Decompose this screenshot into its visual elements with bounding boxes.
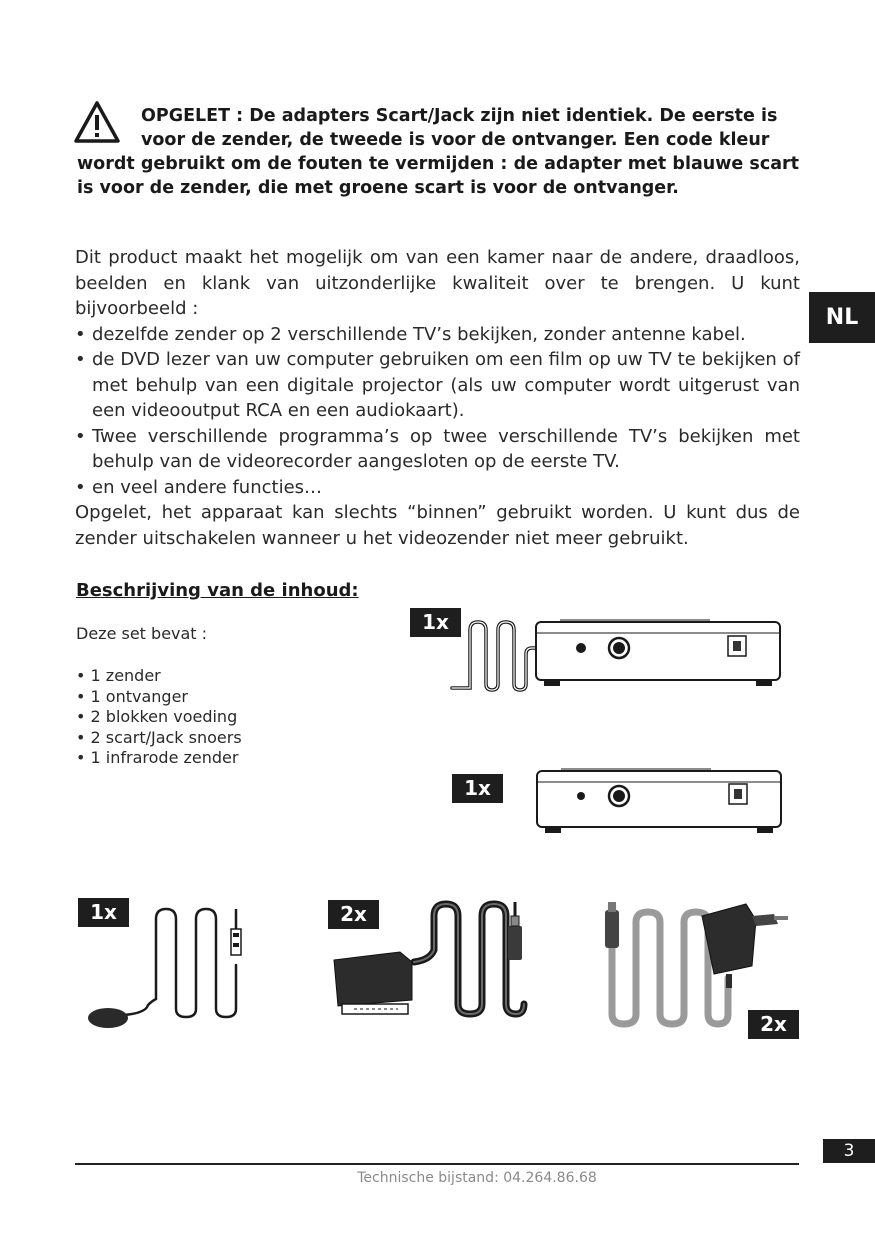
- transmitter-quantity-badge: 1x: [410, 608, 461, 637]
- intro-section: [75, 245, 800, 551]
- contents-list: [76, 666, 242, 769]
- transmitter-illustration: [450, 618, 785, 693]
- intro-bullet: • dezelfde zender op 2 verschillende TV’s bekijken, zonder antenne kabel.: [75, 322, 800, 348]
- contents-item: • 2 blokken voeding: [76, 707, 242, 728]
- warning-line-1: OPGELET : De adapters Scart/Jack zijn niet identiek. De eerste is: [141, 106, 778, 126]
- contents-item: • 1 ontvanger: [76, 687, 242, 708]
- scart-cable-quantity-badge: 2x: [328, 900, 379, 929]
- contents-title: Beschrijving van de inhoud:: [76, 580, 359, 601]
- intro-bullet: • de DVD lezer van uw computer gebruiken om een film op uw TV te bekijken of met behulp van een digitale projector (als uw computer wordt uitgerust van een videooutput RCA en een audiokaart).: [75, 347, 800, 424]
- warning-line-3: wordt gebruikt om de fouten te vermijden : de adapter met blauwe scart is voor de zender, die met groene scart is voor de ontvanger.: [77, 154, 799, 198]
- language-tab: NL: [809, 292, 875, 343]
- power-adapter-illustration: [596, 898, 796, 1028]
- warning-text: [77, 104, 799, 200]
- footer-divider: [75, 1163, 799, 1165]
- contents-intro: Deze set bevat :: [76, 624, 208, 643]
- page-number: 3: [823, 1139, 875, 1163]
- intro-bullet: • en veel andere functies…: [75, 475, 800, 501]
- ir-emitter-cable-illustration: [86, 905, 256, 1033]
- intro-bullet: • Twee verschillende programma’s op twee verschillende TV’s bekijken met behulp van de videorecorder aangesloten op de eerste TV.: [75, 424, 800, 475]
- receiver-quantity-badge: 1x: [452, 774, 503, 803]
- footer-support-text: Technische bijstand: 04.264.86.68: [357, 1170, 597, 1186]
- ir-cable-quantity-badge: 1x: [78, 898, 129, 927]
- warning-line-2: voor de zender, de tweede is voor de ontvanger. Een code kleur: [141, 130, 770, 150]
- receiver-illustration: [536, 768, 786, 834]
- contents-item: • 1 infrarode zender: [76, 748, 242, 769]
- scart-jack-cable-illustration: [334, 900, 534, 1020]
- contents-item: • 1 zender: [76, 666, 242, 687]
- contents-item: • 2 scart/Jack snoers: [76, 728, 242, 749]
- intro-bullet-list: [75, 322, 800, 501]
- power-adapter-quantity-badge: 2x: [748, 1010, 799, 1039]
- intro-closing: Opgelet, het apparaat kan slechts “binnen” gebruikt worden. U kunt dus de zender uitschakelen wanneer u het videozender niet meer gebruikt.: [75, 502, 800, 549]
- intro-paragraph: Dit product maakt het mogelijk om van een kamer naar de andere, draadloos, beelden en klank van uitzonderlijke kwaliteit over te brengen. U kunt bijvoorbeeld :: [75, 247, 800, 319]
